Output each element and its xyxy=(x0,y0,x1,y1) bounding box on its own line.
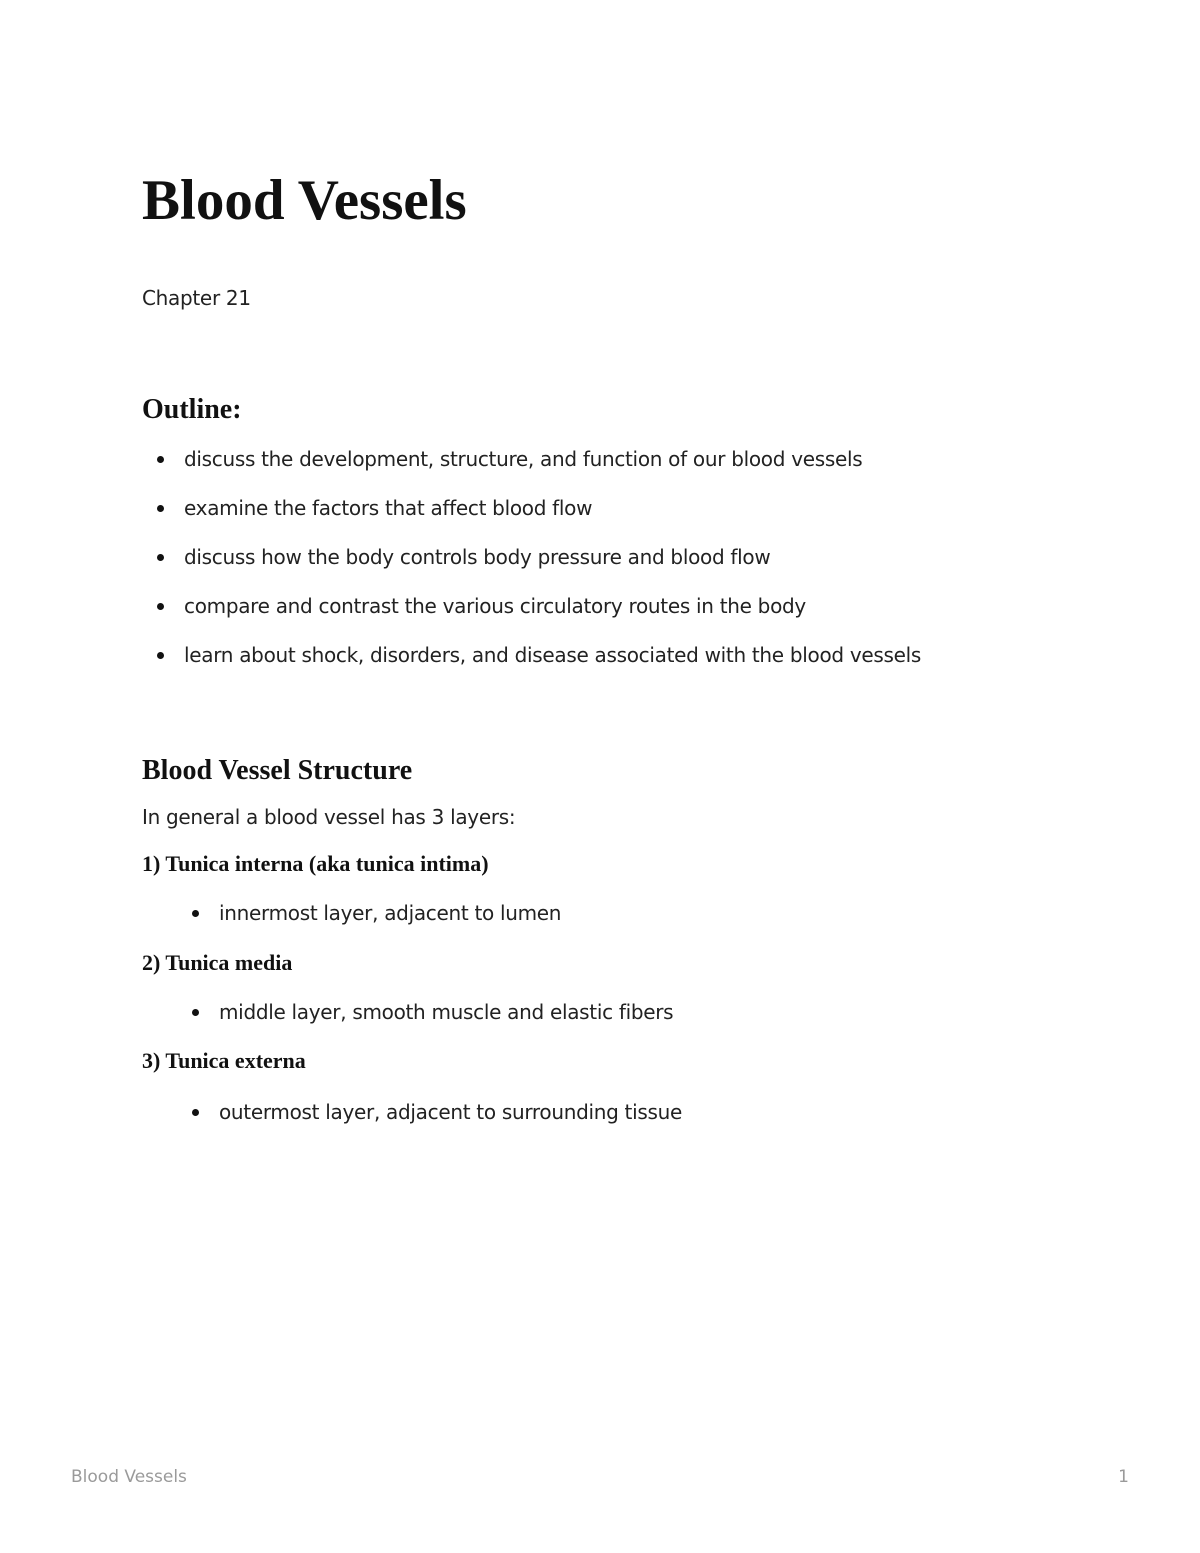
list-item-text: discuss the development, structure, and function of our blood vessels xyxy=(184,447,863,471)
bullet-icon xyxy=(157,603,164,610)
outline-list xyxy=(184,445,921,690)
layer-detail-list xyxy=(219,1098,682,1126)
list-item xyxy=(219,899,561,927)
outline-heading: Outline: xyxy=(142,394,242,425)
bullet-icon xyxy=(157,554,164,561)
list-item-text: learn about shock, disorders, and disease associated with the blood vessels xyxy=(184,643,921,667)
list-item xyxy=(219,1098,682,1126)
list-item-text: compare and contrast the various circulatory routes in the body xyxy=(184,594,806,618)
list-item-text: discuss how the body controls body pressure and blood flow xyxy=(184,545,771,569)
chapter-label: Chapter 21 xyxy=(142,286,251,310)
document-title: Blood Vessels xyxy=(142,169,467,232)
layer-heading-interna: 1) Tunica interna (aka tunica intima) xyxy=(142,851,489,876)
layer-detail-list xyxy=(219,998,673,1026)
footer-document-title: Blood Vessels xyxy=(71,1467,187,1487)
bullet-icon xyxy=(192,1109,199,1116)
footer-page-number: 1 xyxy=(1118,1467,1129,1487)
bullet-icon xyxy=(157,456,164,463)
list-item-text: outermost layer, adjacent to surrounding tissue xyxy=(219,1100,682,1124)
list-item xyxy=(219,998,673,1026)
bullet-icon xyxy=(157,505,164,512)
layer-detail-list xyxy=(219,899,561,927)
layer-heading-externa: 3) Tunica externa xyxy=(142,1048,306,1073)
list-item xyxy=(184,543,921,571)
list-item xyxy=(184,445,921,473)
bullet-icon xyxy=(192,910,199,917)
list-item-text: middle layer, smooth muscle and elastic fibers xyxy=(219,1000,674,1024)
structure-intro: In general a blood vessel has 3 layers: xyxy=(142,805,516,829)
list-item xyxy=(184,494,921,522)
list-item xyxy=(184,641,921,669)
list-item xyxy=(184,592,921,620)
bullet-icon xyxy=(192,1009,199,1016)
structure-heading: Blood Vessel Structure xyxy=(142,755,413,786)
bullet-icon xyxy=(157,652,164,659)
layer-heading-media: 2) Tunica media xyxy=(142,950,293,975)
list-item-text: examine the factors that affect blood flow xyxy=(184,496,593,520)
list-item-text: innermost layer, adjacent to lumen xyxy=(219,901,562,925)
